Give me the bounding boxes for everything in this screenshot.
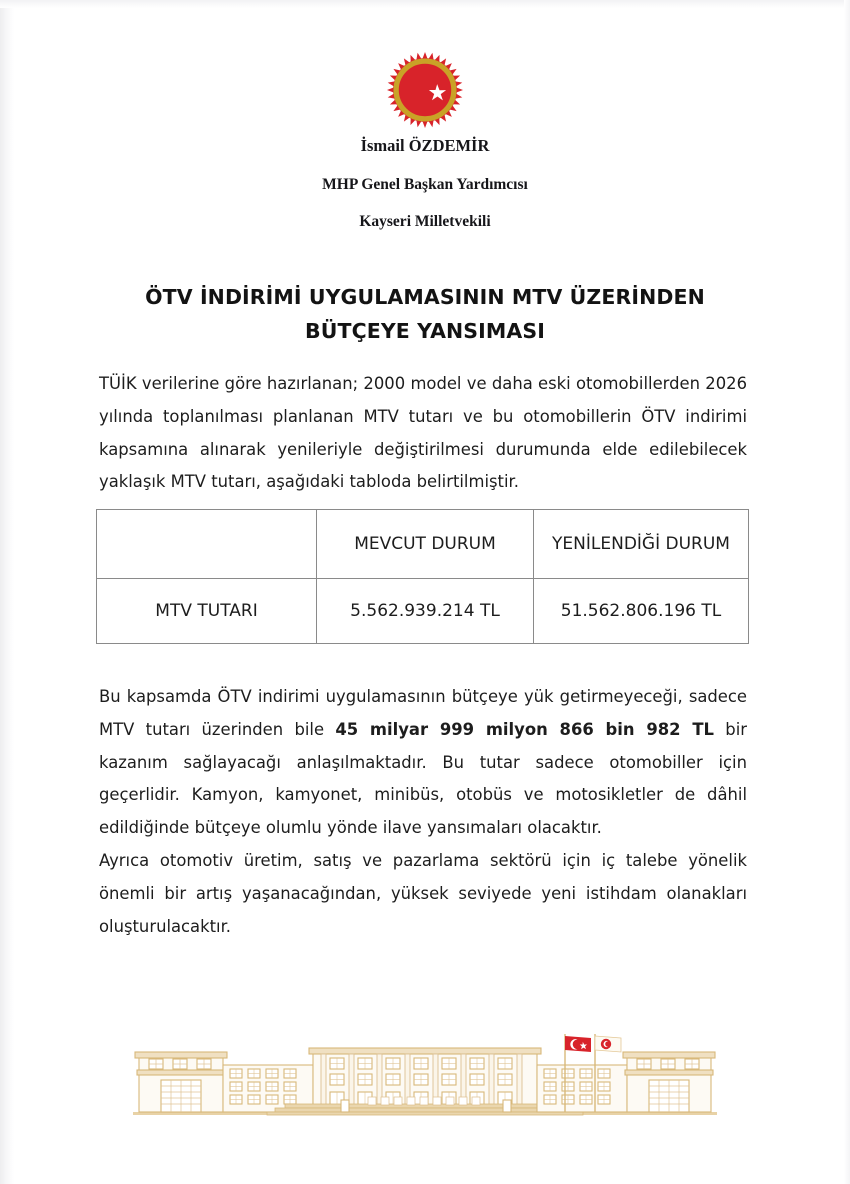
page-title xyxy=(105,280,745,349)
tbmm-emblem-icon xyxy=(387,52,463,128)
table-header-empty xyxy=(97,510,317,579)
table-header-row xyxy=(97,510,749,579)
table-row xyxy=(97,579,749,644)
table-cell-label: MTV TUTARI xyxy=(97,579,317,644)
letterhead-name: İsmail ÖZDEMİR xyxy=(360,136,490,155)
letterhead-constituency: Kayseri Milletvekili xyxy=(359,213,491,230)
mtv-comparison-table xyxy=(96,509,749,644)
page-title-line-1: ÖTV İNDİRİMİ UYGULAMASININ MTV ÜZERİNDEN xyxy=(145,285,705,309)
paragraph-savings-before: Bu kapsamda ÖTV indirimi uygulamasının bütçeye yük getirmeyeceği, sadece MTV tutarı üzerinden bile xyxy=(99,687,747,739)
letterhead xyxy=(0,138,850,230)
paragraph-savings-after: bir kazanım sağlayacağı anlaşılmaktadır. Bu tutar sadece otomobiller için geçerlidir. Kamyon, kamyonet, minibüs, otobüs ve motosikletler de dâhil edildiğinde bütçeye olumlu yönde ilave yansımaları olacaktır. xyxy=(99,719,747,838)
page-title-line-2: BÜTÇEYE YANSIMASI xyxy=(305,319,545,344)
paragraph-employment: Ayrıca otomotiv üretim, satış ve pazarlama sektörü için iç talebe yönelik önemli bir artış yaşanacağından, yüksek seviyede yeni istihdam olanakları oluşturulacaktır. xyxy=(99,851,747,936)
letterhead-logo xyxy=(0,52,850,132)
letterhead-role: MHP Genel Başkan Yardımcısı xyxy=(322,175,528,193)
table-cell-renewed-value: 51.562.806.196 TL xyxy=(534,579,749,644)
paragraph-savings-amount: 45 milyar 999 milyon 866 bin 982 TL xyxy=(335,719,714,739)
table-cell-current-value: 5.562.939.214 TL xyxy=(317,579,534,644)
tbmm-parliament-building-icon xyxy=(125,1012,725,1132)
footer-illustration xyxy=(0,1012,850,1136)
paragraph-intro: TÜİK verilerine göre hazırlanan; 2000 model ve daha eski otomobillerden 2026 yılında toplanılması planlanan MTV tutarı ve bu otomobillerin ÖTV indirimi kapsamına alınarak yenileriyle değiştirilmesi durumunda elde edilebilecek yaklaşık MTV tutarı, aşağıdaki tabloda belirtilmiştir. xyxy=(99,374,747,492)
table-header-current: MEVCUT DURUM xyxy=(317,510,534,579)
paragraph-savings xyxy=(99,681,747,845)
table-header-renewed: YENİLENDİĞİ DURUM xyxy=(534,510,749,579)
